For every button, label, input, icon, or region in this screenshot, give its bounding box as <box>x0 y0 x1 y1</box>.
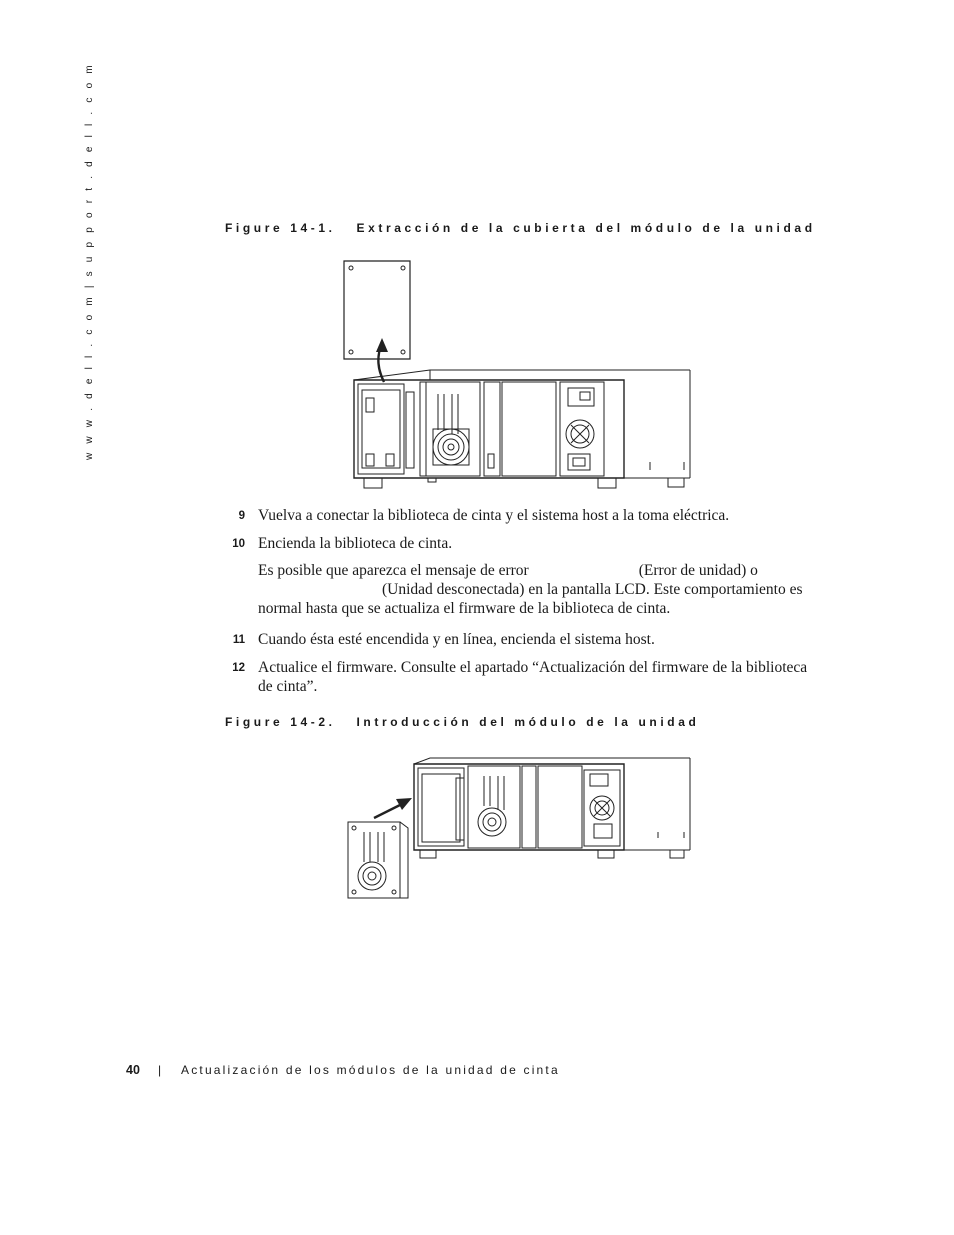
step-11-number: 11 <box>232 634 245 646</box>
figure1-title: Extracción de la cubierta del módulo de la unidad <box>356 221 816 235</box>
step-12-text: Actualice el firmware. Consulte el apartado “Actualización del firmware de la biblioteca de cinta”. <box>258 659 808 695</box>
figure1-illustration <box>340 258 700 494</box>
note-part1: Es posible que aparezca el mensaje de error <box>258 562 529 579</box>
figure2-number: Figure 14-2. <box>225 715 336 729</box>
figure2-illustration <box>340 752 700 908</box>
figure2-title: Introducción del módulo de la unidad <box>356 715 700 729</box>
page-footer <box>126 1063 560 1077</box>
note-part2: (Error de unidad) o <box>638 562 758 579</box>
step-10-text: Encienda la biblioteca de cinta. <box>258 535 453 552</box>
page-number: 40 <box>126 1063 140 1077</box>
step-12-number: 12 <box>232 662 245 674</box>
footer-separator: | <box>158 1063 162 1077</box>
figure2-caption <box>225 715 699 729</box>
note-paragraph <box>258 561 818 618</box>
step-9-text: Vuelva a conectar la biblioteca de cinta y el sistema host a la toma eléctrica. <box>258 507 730 524</box>
footer-title: Actualización de los módulos de la unidad de cinta <box>181 1063 560 1077</box>
side-url-text: w w w . d e l l . c o m | s u p p o r t . d e l l . c o m <box>84 62 95 460</box>
note-part3: (Unidad desconectada) en la pantalla LCD. Este comportamiento es normal hasta que se actualiza el firmware de la biblioteca de cinta. <box>258 581 803 617</box>
figure1-number: Figure 14-1. <box>225 221 336 235</box>
side-url <box>84 62 100 460</box>
step-11-text: Cuando ésta esté encendida y en línea, encienda el sistema host. <box>258 631 655 648</box>
figure1-caption <box>225 221 816 235</box>
step-10-number: 10 <box>232 538 245 550</box>
step-9-number: 9 <box>238 510 245 522</box>
